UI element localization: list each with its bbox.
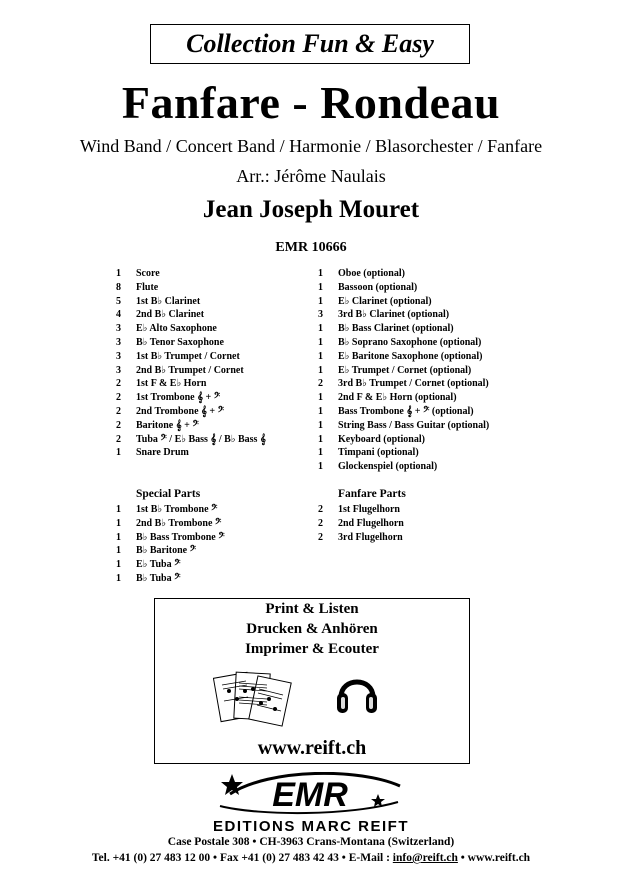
part-row <box>116 364 266 378</box>
logo-letters: EMR <box>272 776 348 814</box>
part-quantity: 2 <box>116 378 121 390</box>
part-quantity: 2 <box>116 392 121 404</box>
part-name: 1st Trombone 𝄞 + 𝄢 <box>136 392 221 404</box>
part-name: 2nd Flugelhorn <box>338 517 404 529</box>
part-name: E♭ Trumpet / Cornet (optional) <box>338 364 472 376</box>
part-row <box>318 364 489 378</box>
part-name: 1st F & E♭ Horn <box>136 378 207 390</box>
part-name: B♭ Bass Trombone 𝄢 <box>136 531 225 543</box>
part-name: 2nd B♭ Clarinet <box>136 309 205 321</box>
part-name: 2nd B♭ Trombone 𝄢 <box>136 517 222 529</box>
part-row <box>116 350 266 364</box>
part-row <box>116 503 225 517</box>
part-quantity: 3 <box>116 336 121 348</box>
part-quantity: 1 <box>318 268 323 279</box>
part-name: E♭ Alto Saxophone <box>136 323 217 335</box>
part-row <box>116 322 266 336</box>
part-name: 1st B♭ Clarinet <box>136 295 201 307</box>
part-row <box>318 295 489 309</box>
part-quantity: 2 <box>318 504 323 515</box>
part-quantity: 2 <box>318 517 323 529</box>
part-quantity: 1 <box>318 323 323 335</box>
website-text[interactable]: • www.reift.ch <box>457 852 531 864</box>
website-link[interactable]: www.reift.ch <box>257 737 367 759</box>
part-row <box>116 336 266 350</box>
part-quantity: 1 <box>318 295 323 307</box>
series-box <box>150 24 470 64</box>
part-name: Snare Drum <box>136 447 189 459</box>
instrumentation-subtitle: Wind Band / Concert Band / Harmonie / Blasorchester / Fanfare <box>79 136 543 156</box>
promo-line-fr: Imprimer & Ecouter <box>245 641 379 657</box>
parts-list-left <box>116 267 266 460</box>
part-quantity: 5 <box>116 295 121 307</box>
part-name: 1st B♭ Trumpet / Cornet <box>136 350 240 362</box>
part-row <box>116 419 266 433</box>
part-name: 1st Flugelhorn <box>338 504 400 515</box>
part-quantity: 4 <box>116 309 121 321</box>
arranger: Arr.: Jérôme Naulais <box>236 166 386 186</box>
part-name: B♭ Baritone 𝄢 <box>136 545 197 557</box>
part-row <box>318 267 489 281</box>
publisher-address: Case Postale 308 • CH-3963 Crans-Montana (Switzerland) <box>167 836 455 848</box>
part-name: Oboe (optional) <box>338 268 405 279</box>
catalog-number: EMR 10666 <box>275 240 347 255</box>
part-name: E♭ Baritone Saxophone (optional) <box>338 350 483 362</box>
sheet-music-icon <box>213 669 293 731</box>
part-quantity: 2 <box>116 419 121 431</box>
part-row <box>116 405 266 419</box>
part-name: B♭ Bass Clarinet (optional) <box>338 323 454 335</box>
part-name: 1st B♭ Trombone 𝄢 <box>136 504 218 515</box>
part-name: Baritone 𝄞 + 𝄢 <box>136 419 199 431</box>
part-row <box>318 517 404 531</box>
emr-logo <box>210 772 410 818</box>
part-name: B♭ Tenor Saxophone <box>136 336 224 348</box>
part-quantity: 1 <box>318 461 323 473</box>
email-link[interactable]: info@reift.ch <box>392 852 458 864</box>
fanfare-parts-list <box>318 503 404 544</box>
part-row <box>318 350 489 364</box>
part-name: B♭ Tuba 𝄢 <box>136 572 181 584</box>
part-quantity: 2 <box>318 378 323 390</box>
part-row <box>116 517 225 531</box>
publisher-name: EDITIONS MARC REIFT <box>213 818 409 835</box>
part-name: Bassoon (optional) <box>338 281 418 293</box>
publisher-contact <box>0 852 622 864</box>
part-quantity: 1 <box>116 559 121 571</box>
part-row <box>116 558 225 572</box>
part-quantity: 1 <box>318 392 323 404</box>
part-row <box>116 531 225 545</box>
part-row <box>116 572 225 586</box>
part-name: Score <box>136 268 160 279</box>
part-quantity: 1 <box>116 504 121 515</box>
part-name: Glockenspiel (optional) <box>338 461 438 473</box>
part-quantity: 2 <box>116 405 121 417</box>
part-row <box>116 267 266 281</box>
part-name: E♭ Tuba 𝄢 <box>136 559 181 571</box>
part-row <box>318 531 404 545</box>
part-name: Keyboard (optional) <box>338 433 425 445</box>
part-quantity: 1 <box>116 268 121 279</box>
part-quantity: 3 <box>116 323 121 335</box>
part-name: String Bass / Bass Guitar (optional) <box>338 419 490 431</box>
part-quantity: 8 <box>116 281 121 293</box>
part-row <box>318 405 489 419</box>
part-row <box>116 281 266 295</box>
part-row <box>318 433 489 447</box>
part-name: 2nd F & E♭ Horn (optional) <box>338 392 457 404</box>
part-quantity: 1 <box>116 517 121 529</box>
part-row <box>318 419 489 433</box>
part-row <box>116 433 266 447</box>
series-title: Collection Fun & Easy <box>186 29 434 58</box>
part-quantity: 1 <box>116 447 121 459</box>
part-row <box>116 446 266 460</box>
part-quantity: 1 <box>116 545 121 557</box>
part-name: Bass Trombone 𝄞 + 𝄢 (optional) <box>338 405 474 417</box>
headphones-icon <box>335 667 379 719</box>
part-name: 3rd Flugelhorn <box>338 531 403 543</box>
parts-list-right <box>318 267 489 474</box>
part-quantity: 1 <box>318 419 323 431</box>
part-row <box>116 295 266 309</box>
part-quantity: 1 <box>318 281 323 293</box>
composer: Jean Joseph Mouret <box>202 196 420 223</box>
part-name: 3rd B♭ Clarinet (optional) <box>338 309 450 321</box>
promo-line-en: Print & Listen <box>265 601 359 617</box>
part-quantity: 1 <box>318 350 323 362</box>
print-listen-box <box>154 598 470 764</box>
part-row <box>318 281 489 295</box>
part-quantity: 1 <box>318 433 323 445</box>
part-row <box>116 308 266 322</box>
part-name: 2nd Trombone 𝄞 + 𝄢 <box>136 405 225 417</box>
part-quantity: 1 <box>116 531 121 543</box>
part-name: Flute <box>136 281 159 293</box>
part-row <box>318 503 404 517</box>
part-name: Timpani (optional) <box>338 447 419 459</box>
part-quantity: 1 <box>116 572 121 584</box>
phone-fax: Tel. +41 (0) 27 483 12 00 • Fax +41 (0) 27 483 42 43 • E-Mail : <box>91 852 393 864</box>
part-quantity: 3 <box>116 350 121 362</box>
part-row <box>318 460 489 474</box>
part-quantity: 1 <box>318 364 323 376</box>
part-row <box>318 322 489 336</box>
fanfare-parts-heading: Fanfare Parts <box>338 488 406 500</box>
part-row <box>318 336 489 350</box>
part-row <box>116 377 266 391</box>
part-name: Tuba 𝄢 / E♭ Bass 𝄞 / B♭ Bass 𝄞 <box>136 433 266 445</box>
special-parts-list <box>116 503 225 586</box>
part-quantity: 1 <box>318 405 323 417</box>
special-parts-heading: Special Parts <box>136 488 201 500</box>
part-quantity: 3 <box>318 309 323 321</box>
part-row <box>318 308 489 322</box>
part-row <box>318 446 489 460</box>
promo-line-de: Drucken & Anhören <box>246 621 378 637</box>
part-row <box>116 544 225 558</box>
part-row <box>318 391 489 405</box>
part-quantity: 1 <box>318 336 323 348</box>
part-quantity: 1 <box>318 447 323 459</box>
part-name: E♭ Clarinet (optional) <box>338 295 432 307</box>
part-quantity: 2 <box>318 531 323 543</box>
part-row <box>318 377 489 391</box>
part-name: 3rd B♭ Trumpet / Cornet (optional) <box>338 378 489 390</box>
part-quantity: 2 <box>116 433 121 445</box>
part-quantity: 3 <box>116 364 121 376</box>
part-name: B♭ Soprano Saxophone (optional) <box>338 336 482 348</box>
part-row <box>116 391 266 405</box>
part-name: 2nd B♭ Trumpet / Cornet <box>136 364 244 376</box>
piece-title: Fanfare - Rondeau <box>121 77 501 128</box>
